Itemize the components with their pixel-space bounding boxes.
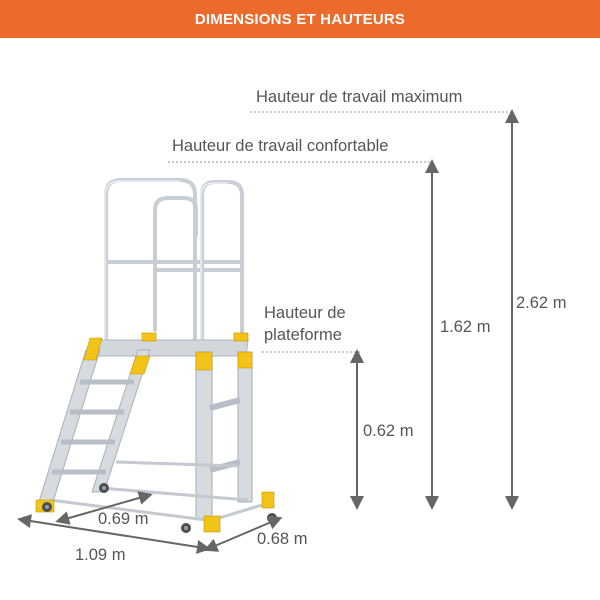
header-title: DIMENSIONS ET HAUTEURS bbox=[194, 10, 406, 28]
platform-height-label-line2: plateforme bbox=[264, 326, 342, 344]
platform-depth-value: 0.69 m bbox=[98, 510, 149, 528]
comfort-work-height-value: 1.62 m bbox=[440, 318, 491, 336]
dimension-arrows bbox=[24, 496, 276, 548]
total-length-value: 1.09 m bbox=[75, 546, 126, 564]
width-value: 0.68 m bbox=[257, 530, 308, 548]
height-arrows bbox=[357, 116, 512, 503]
platform-height-label-line1: Hauteur de bbox=[264, 304, 346, 322]
platform-height-value: 0.62 m bbox=[363, 422, 414, 440]
max-work-height-value: 2.62 m bbox=[516, 294, 567, 312]
comfort-work-height-label: Hauteur de travail confortable bbox=[172, 137, 389, 155]
platform-ladder-icon bbox=[36, 180, 277, 533]
platform-height-label bbox=[264, 302, 346, 346]
max-work-height-label: Hauteur de travail maximum bbox=[256, 88, 463, 106]
